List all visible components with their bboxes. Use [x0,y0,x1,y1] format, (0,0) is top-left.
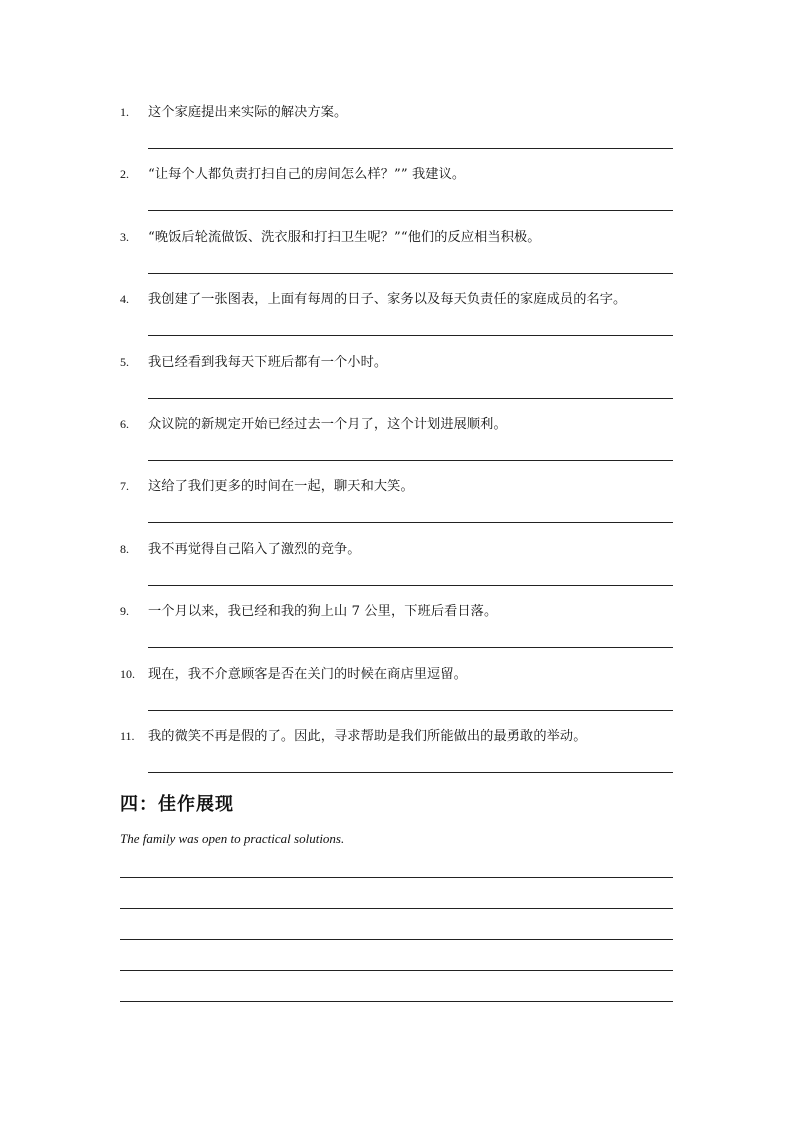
item-number: 5. [120,354,129,369]
item-sentence: 这给了我们更多的时间在一起，聊天和大笑。 [148,479,414,495]
section-heading: 四：佳作展现 [120,794,234,815]
answer-line[interactable] [148,710,673,711]
exercise-item-4 [120,287,673,349]
item-number: 11. [120,728,135,743]
item-number: 10. [120,666,135,681]
item-number: 9. [120,604,129,619]
exercise-item-1 [120,100,673,162]
item-number: 1. [120,105,129,119]
answer-line[interactable] [148,273,673,274]
item-sentence: 这个家庭提出来实际的解决方案。 [148,105,348,120]
writing-line[interactable] [120,908,673,909]
writing-prompt: The family was open to practical solutions. [120,831,345,846]
item-number: 4. [120,292,129,307]
exercise-item-9 [120,599,673,661]
answer-line[interactable] [148,585,673,586]
exercise-item-6 [120,412,673,474]
item-sentence: “晚饭后轮流做饭、洗衣服和打扫卫生呢？”“他们的反应相当积极。 [148,229,541,245]
exercise-item-8 [120,537,673,599]
writing-line[interactable] [120,970,673,971]
answer-line[interactable] [148,335,673,336]
item-number: 7. [120,479,129,494]
item-sentence: 现在，我不介意顾客是否在关门的时候在商店里逗留。 [148,666,467,682]
translation-exercise [120,100,673,786]
item-number: 2. [120,167,129,182]
item-sentence: 我不再觉得自己陷入了激烈的竞争。 [148,541,361,557]
answer-line[interactable] [148,210,673,211]
exercise-item-7 [120,474,673,536]
writing-area [120,877,673,1032]
writing-line[interactable] [120,939,673,940]
item-sentence: 一个月以来，我已经和我的狗上山 7 公里，下班后看日落。 [148,604,498,620]
exercise-item-10 [120,662,673,724]
item-number: 6. [120,416,129,431]
exercise-item-2 [120,162,673,224]
item-sentence: 众议院的新规定开始已经过去一个月了，这个计划进展顺利。 [148,416,507,432]
exercise-item-3 [120,225,673,287]
item-sentence: “让每个人都负责打扫自己的房间怎么样？”” 我建议。 [148,167,466,183]
exercise-item-11 [120,724,673,786]
writing-line[interactable] [120,877,673,878]
answer-line[interactable] [148,148,673,149]
answer-line[interactable] [148,647,673,648]
item-number: 3. [120,229,129,244]
exercise-item-5 [120,350,673,412]
item-sentence: 我已经看到我每天下班后都有一个小时。 [148,354,388,370]
answer-line[interactable] [148,522,673,523]
answer-line[interactable] [148,398,673,399]
item-sentence: 我创建了一张图表，上面有每周的日子、家务以及每天负责任的家庭成员的名字。 [148,292,627,308]
item-number: 8. [120,541,129,556]
writing-line[interactable] [120,1001,673,1002]
item-sentence: 我的微笑不再是假的了。因此，寻求帮助是我们所能做出的最勇敢的举动。 [148,728,587,744]
answer-line[interactable] [148,460,673,461]
answer-line[interactable] [148,772,673,773]
